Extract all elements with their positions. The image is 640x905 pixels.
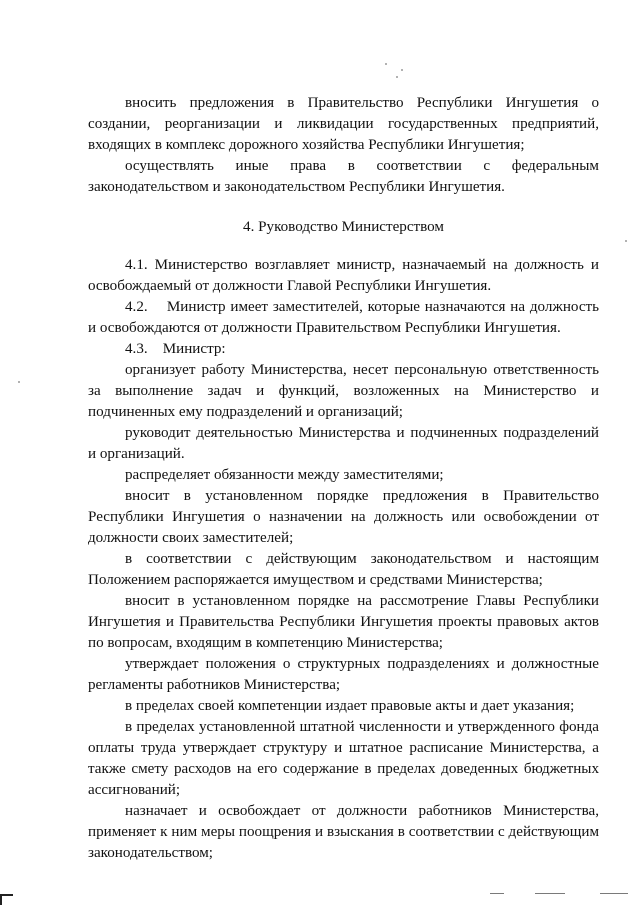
paragraph: в пределах своей компетенции издает правовые акты и дает указания; <box>125 698 575 714</box>
scan-speck <box>625 240 627 242</box>
paragraph: распределяет обязанности между заместителями; <box>125 467 444 483</box>
scan-edge-mark <box>490 893 504 894</box>
scan-edge-mark <box>600 893 628 894</box>
paragraph: назначает и освобождает от должности работников Министерства, применяет к ним меры поощрения и взыскания в соответствии с действующим законодательством; <box>88 803 599 861</box>
paragraph: утверждает положения о структурных подразделениях и должностные регламенты работников Министерства; <box>88 656 599 693</box>
scan-speck <box>18 381 20 383</box>
paragraph: 4.1. Министерство возглавляет министр, назначаемый на должность и освобождаемый от должности Главой Республики Ингушетия. <box>88 257 599 294</box>
paragraph: организует работу Министерства, несет персональную ответственность за выполнение задач и функций, возложенных на Министерство и подчиненных ему подразделений и организаций; <box>88 362 599 420</box>
scan-speck <box>401 69 403 71</box>
scan-corner-mark <box>0 894 2 905</box>
paragraph: вносит в установленном порядке предложения в Правительство Республики Ингушетия о назначении на должность или освобождении от должности своих заместителей; <box>88 488 599 546</box>
paragraph: вносить предложения в Правительство Республики Ингушетия о создании, реорганизации и ликвидации государственных предприятий, входящих в комплекс дорожного хозяйства Республики Ингушетия; <box>88 95 599 153</box>
paragraph: осуществлять иные права в соответствии с федеральным законодательством и законодательством Республики Ингушетия. <box>88 158 599 195</box>
scan-speck <box>396 76 398 78</box>
paragraph: 4.2. Министр имеет заместителей, которые назначаются на должность и освобождаются от должности Правительством Республики Ингушетия. <box>88 299 603 336</box>
scan-speck <box>385 63 387 65</box>
paragraph: в соответствии с действующим законодательством и настоящим Положением распоряжается имуществом и средствами Министерства; <box>88 551 599 588</box>
section-heading: 4. Руководство Министерством <box>243 219 444 235</box>
document-body <box>88 93 603 864</box>
scan-edge-mark <box>535 893 565 894</box>
paragraph: в пределах установленной штатной численности и утвержденного фонда оплаты труда утверждает структуру и штатное расписание Министерства, а также смету расходов на его содержание в пределах доведенных бюджетных ассигнований; <box>88 719 599 798</box>
paragraph: руководит деятельностью Министерства и подчиненных подразделений и организаций. <box>88 425 599 462</box>
paragraph: вносит в установленном порядке на рассмотрение Главы Республики Ингушетия и Правительства Республики Ингушетия проекты правовых актов по вопросам, входящим в компетенцию Министерства; <box>88 593 599 651</box>
paragraph: 4.3. Министр: <box>125 341 226 357</box>
